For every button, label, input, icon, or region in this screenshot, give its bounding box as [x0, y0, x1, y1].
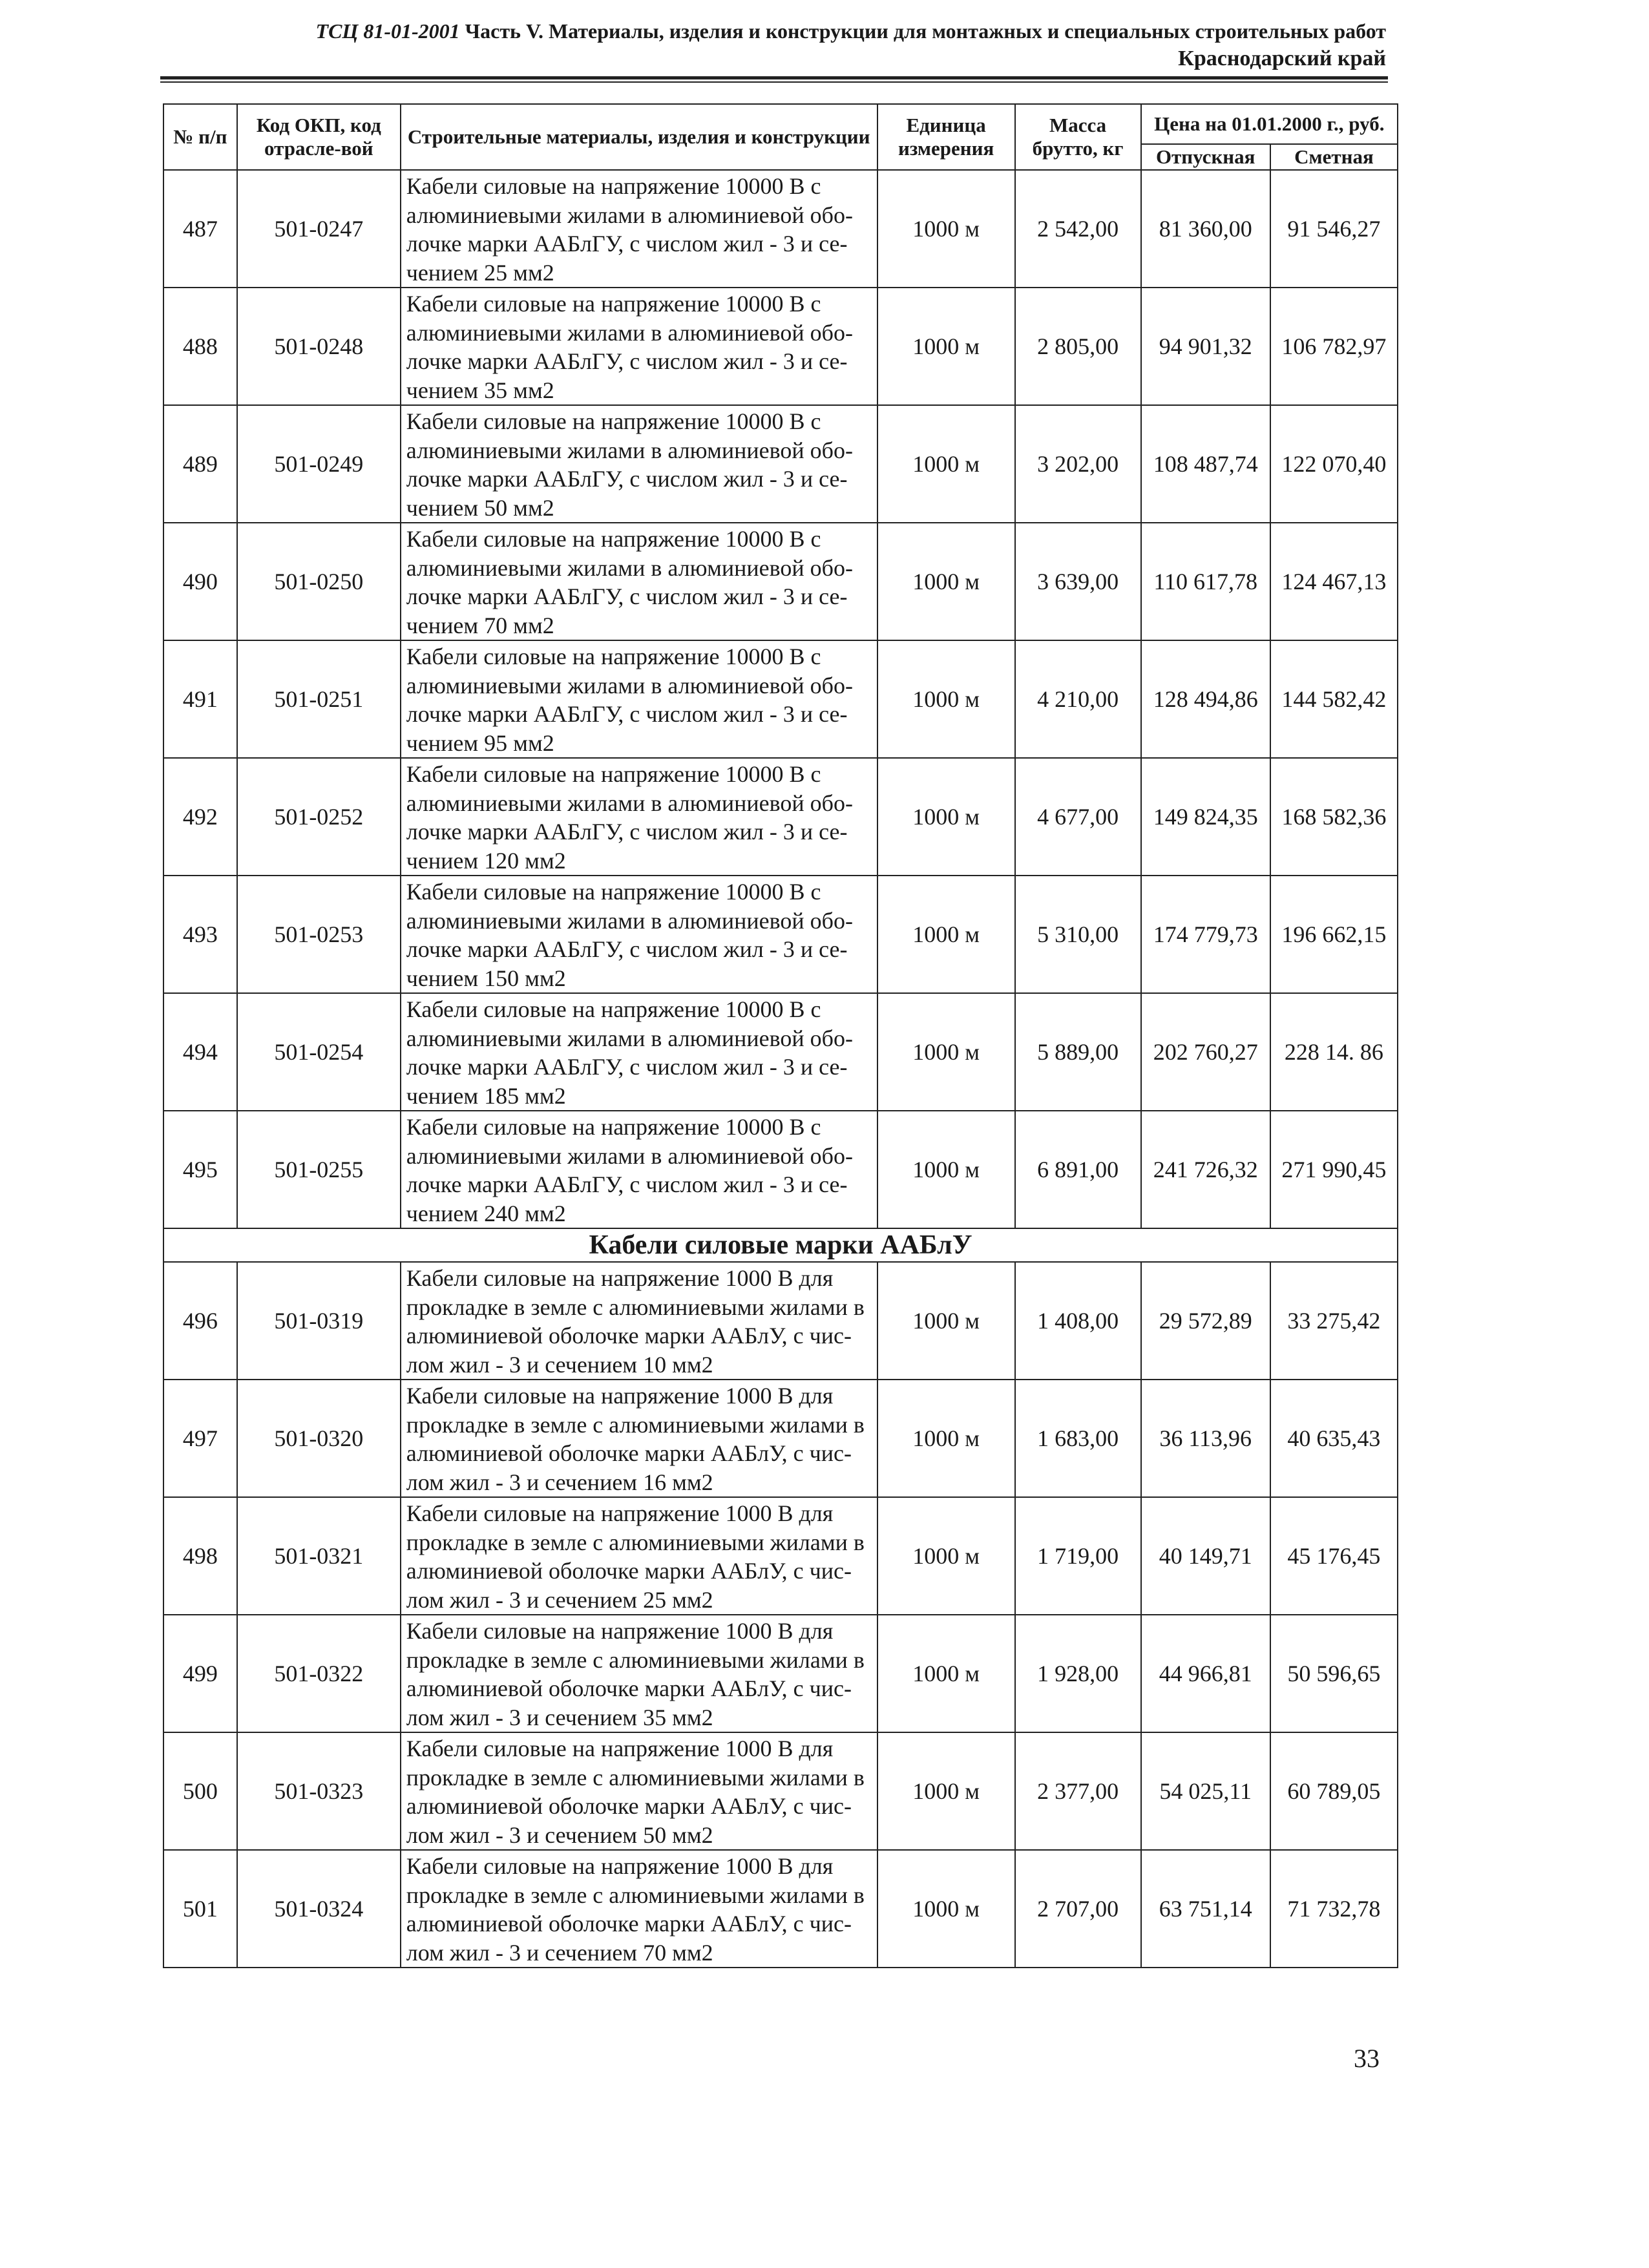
row-estimate-price: 71 732,78 [1270, 1850, 1398, 1968]
row-description: Кабели силовые на напряжение 10000 В с алюминиевыми жилами в алюминиевой обо-лочке марки ААБлГУ, с числом жил - 3 и се-чением 25 мм2 [401, 170, 877, 288]
row-unit: 1000 м [877, 170, 1015, 288]
col-header-price: Цена на 01.01.2000 г., руб. [1141, 104, 1398, 144]
row-code: 501-0319 [237, 1262, 401, 1380]
row-unit: 1000 м [877, 1497, 1015, 1615]
table-row [163, 640, 1398, 758]
col-header-num: № п/п [163, 104, 237, 170]
row-unit: 1000 м [877, 758, 1015, 876]
row-description: Кабели силовые на напряжение 1000 В для прокладке в земле с алюминиевыми жилами в алюминиевой оболочке марки ААБлУ, с чис-лом жил - 3 и сечением 35 мм2 [401, 1615, 877, 1732]
row-mass: 5 889,00 [1015, 993, 1141, 1111]
col-header-mass: Масса брутто, кг [1015, 104, 1141, 170]
table-row [163, 1497, 1398, 1615]
row-code: 501-0321 [237, 1497, 401, 1615]
table-row [163, 288, 1398, 405]
col-header-unit: Единица измерения [877, 104, 1015, 170]
price-table [163, 103, 1398, 1968]
row-mass: 2 707,00 [1015, 1850, 1141, 1968]
row-num: 494 [163, 993, 237, 1111]
section-row [163, 1228, 1398, 1262]
row-mass: 6 891,00 [1015, 1111, 1141, 1228]
row-retail-price: 110 617,78 [1141, 523, 1270, 640]
row-num: 493 [163, 876, 237, 993]
row-mass: 1 408,00 [1015, 1262, 1141, 1380]
document-title: Часть V. Материалы, изделия и конструкции для монтажных и специальных строительных работ [465, 19, 1386, 43]
row-description: Кабели силовые на напряжение 1000 В для прокладке в земле с алюминиевыми жилами в алюминиевой оболочке марки ААБлУ, с чис-лом жил - 3 и сечением 50 мм2 [401, 1732, 877, 1850]
row-num: 487 [163, 170, 237, 288]
header-divider [160, 76, 1388, 83]
row-num: 501 [163, 1850, 237, 1968]
row-num: 488 [163, 288, 237, 405]
row-code: 501-0324 [237, 1850, 401, 1968]
row-unit: 1000 м [877, 1615, 1015, 1732]
row-retail-price: 36 113,96 [1141, 1380, 1270, 1497]
table-row [163, 876, 1398, 993]
row-num: 497 [163, 1380, 237, 1497]
row-unit: 1000 м [877, 523, 1015, 640]
row-unit: 1000 м [877, 1850, 1015, 1968]
row-mass: 1 928,00 [1015, 1615, 1141, 1732]
page-number: 33 [1354, 2044, 1380, 2073]
row-unit: 1000 м [877, 876, 1015, 993]
table-row [163, 1380, 1398, 1497]
row-estimate-price: 271 990,45 [1270, 1111, 1398, 1228]
row-num: 500 [163, 1732, 237, 1850]
table-row [163, 170, 1398, 288]
row-num: 490 [163, 523, 237, 640]
row-estimate-price: 40 635,43 [1270, 1380, 1398, 1497]
row-code: 501-0252 [237, 758, 401, 876]
row-estimate-price: 168 582,36 [1270, 758, 1398, 876]
document-code: ТСЦ 81-01-2001 [315, 19, 460, 43]
row-code: 501-0253 [237, 876, 401, 993]
row-num: 499 [163, 1615, 237, 1732]
row-unit: 1000 м [877, 1380, 1015, 1497]
row-description: Кабели силовые на напряжение 10000 В с алюминиевыми жилами в алюминиевой обо-лочке марки ААБлГУ, с числом жил - 3 и се-чением 95 мм2 [401, 640, 877, 758]
row-description: Кабели силовые на напряжение 1000 В для прокладке в земле с алюминиевыми жилами в алюминиевой оболочке марки ААБлУ, с чис-лом жил - 3 и сечением 16 мм2 [401, 1380, 877, 1497]
row-code: 501-0250 [237, 523, 401, 640]
col-header-materials: Строительные материалы, изделия и конструкции [401, 104, 877, 170]
row-description: Кабели силовые на напряжение 10000 В с алюминиевыми жилами в алюминиевой обо-лочке марки ААБлГУ, с числом жил - 3 и се-чением 185 мм2 [401, 993, 877, 1111]
running-header [0, 19, 1386, 43]
row-num: 496 [163, 1262, 237, 1380]
section-title: Кабели силовые марки ААБлУ [163, 1228, 1398, 1262]
row-code: 501-0255 [237, 1111, 401, 1228]
row-estimate-price: 196 662,15 [1270, 876, 1398, 993]
row-unit: 1000 м [877, 288, 1015, 405]
row-code: 501-0248 [237, 288, 401, 405]
row-mass: 4 677,00 [1015, 758, 1141, 876]
row-estimate-price: 45 176,45 [1270, 1497, 1398, 1615]
row-num: 492 [163, 758, 237, 876]
row-num: 489 [163, 405, 237, 523]
row-mass: 5 310,00 [1015, 876, 1141, 993]
row-description: Кабели силовые на напряжение 10000 В с алюминиевыми жилами в алюминиевой обо-лочке марки ААБлГУ, с числом жил - 3 и се-чением 150 мм2 [401, 876, 877, 993]
table-row [163, 758, 1398, 876]
row-estimate-price: 106 782,97 [1270, 288, 1398, 405]
row-retail-price: 174 779,73 [1141, 876, 1270, 993]
row-description: Кабели силовые на напряжение 10000 В с алюминиевыми жилами в алюминиевой обо-лочке марки ААБлГУ, с числом жил - 3 и се-чением 35 мм2 [401, 288, 877, 405]
table-row [163, 1262, 1398, 1380]
row-code: 501-0247 [237, 170, 401, 288]
table-row [163, 523, 1398, 640]
row-estimate-price: 124 467,13 [1270, 523, 1398, 640]
row-code: 501-0323 [237, 1732, 401, 1850]
row-unit: 1000 м [877, 1732, 1015, 1850]
row-code: 501-0254 [237, 993, 401, 1111]
row-code: 501-0322 [237, 1615, 401, 1732]
row-unit: 1000 м [877, 1111, 1015, 1228]
col-header-retail: Отпускная [1141, 144, 1270, 170]
row-num: 498 [163, 1497, 237, 1615]
row-retail-price: 44 966,81 [1141, 1615, 1270, 1732]
row-retail-price: 40 149,71 [1141, 1497, 1270, 1615]
row-description: Кабели силовые на напряжение 1000 В для прокладке в земле с алюминиевыми жилами в алюминиевой оболочке марки ААБлУ, с чис-лом жил - 3 и сечением 10 мм2 [401, 1262, 877, 1380]
row-mass: 2 377,00 [1015, 1732, 1141, 1850]
row-estimate-price: 60 789,05 [1270, 1732, 1398, 1850]
row-mass: 3 639,00 [1015, 523, 1141, 640]
row-description: Кабели силовые на напряжение 1000 В для прокладке в земле с алюминиевыми жилами в алюминиевой оболочке марки ААБлУ, с чис-лом жил - 3 и сечением 25 мм2 [401, 1497, 877, 1615]
table-row [163, 1850, 1398, 1968]
table-row [163, 1615, 1398, 1732]
table-row [163, 993, 1398, 1111]
row-mass: 2 805,00 [1015, 288, 1141, 405]
row-retail-price: 94 901,32 [1141, 288, 1270, 405]
row-retail-price: 29 572,89 [1141, 1262, 1270, 1380]
row-unit: 1000 м [877, 640, 1015, 758]
row-retail-price: 54 025,11 [1141, 1732, 1270, 1850]
row-retail-price: 63 751,14 [1141, 1850, 1270, 1968]
row-estimate-price: 122 070,40 [1270, 405, 1398, 523]
row-estimate-price: 50 596,65 [1270, 1615, 1398, 1732]
row-num: 495 [163, 1111, 237, 1228]
row-retail-price: 81 360,00 [1141, 170, 1270, 288]
col-header-estimate: Сметная [1270, 144, 1398, 170]
row-code: 501-0249 [237, 405, 401, 523]
row-retail-price: 202 760,27 [1141, 993, 1270, 1111]
region-label: Краснодарский край [1178, 47, 1386, 70]
row-retail-price: 128 494,86 [1141, 640, 1270, 758]
table-row [163, 1732, 1398, 1850]
row-mass: 2 542,00 [1015, 170, 1141, 288]
row-retail-price: 149 824,35 [1141, 758, 1270, 876]
table-row [163, 405, 1398, 523]
row-estimate-price: 33 275,42 [1270, 1262, 1398, 1380]
row-estimate-price: 144 582,42 [1270, 640, 1398, 758]
row-retail-price: 241 726,32 [1141, 1111, 1270, 1228]
row-mass: 1 683,00 [1015, 1380, 1141, 1497]
row-estimate-price: 228 14. 86 [1270, 993, 1398, 1111]
col-header-okp: Код ОКП, код отрасле-вой [237, 104, 401, 170]
row-description: Кабели силовые на напряжение 10000 В с алюминиевыми жилами в алюминиевой обо-лочке марки ААБлГУ, с числом жил - 3 и се-чением 120 мм2 [401, 758, 877, 876]
row-description: Кабели силовые на напряжение 10000 В с алюминиевыми жилами в алюминиевой обо-лочке марки ААБлГУ, с числом жил - 3 и се-чением 70 мм2 [401, 523, 877, 640]
row-retail-price: 108 487,74 [1141, 405, 1270, 523]
row-mass: 4 210,00 [1015, 640, 1141, 758]
row-unit: 1000 м [877, 405, 1015, 523]
row-description: Кабели силовые на напряжение 10000 В с алюминиевыми жилами в алюминиевой обо-лочке марки ААБлГУ, с числом жил - 3 и се-чением 240 мм2 [401, 1111, 877, 1228]
row-mass: 1 719,00 [1015, 1497, 1141, 1615]
row-code: 501-0251 [237, 640, 401, 758]
row-code: 501-0320 [237, 1380, 401, 1497]
row-unit: 1000 м [877, 1262, 1015, 1380]
row-num: 491 [163, 640, 237, 758]
row-description: Кабели силовые на напряжение 1000 В для прокладке в земле с алюминиевыми жилами в алюминиевой оболочке марки ААБлУ, с чис-лом жил - 3 и сечением 70 мм2 [401, 1850, 877, 1968]
table-row [163, 1111, 1398, 1228]
row-unit: 1000 м [877, 993, 1015, 1111]
row-estimate-price: 91 546,27 [1270, 170, 1398, 288]
row-description: Кабели силовые на напряжение 10000 В с алюминиевыми жилами в алюминиевой обо-лочке марки ААБлГУ, с числом жил - 3 и се-чением 50 мм2 [401, 405, 877, 523]
row-mass: 3 202,00 [1015, 405, 1141, 523]
